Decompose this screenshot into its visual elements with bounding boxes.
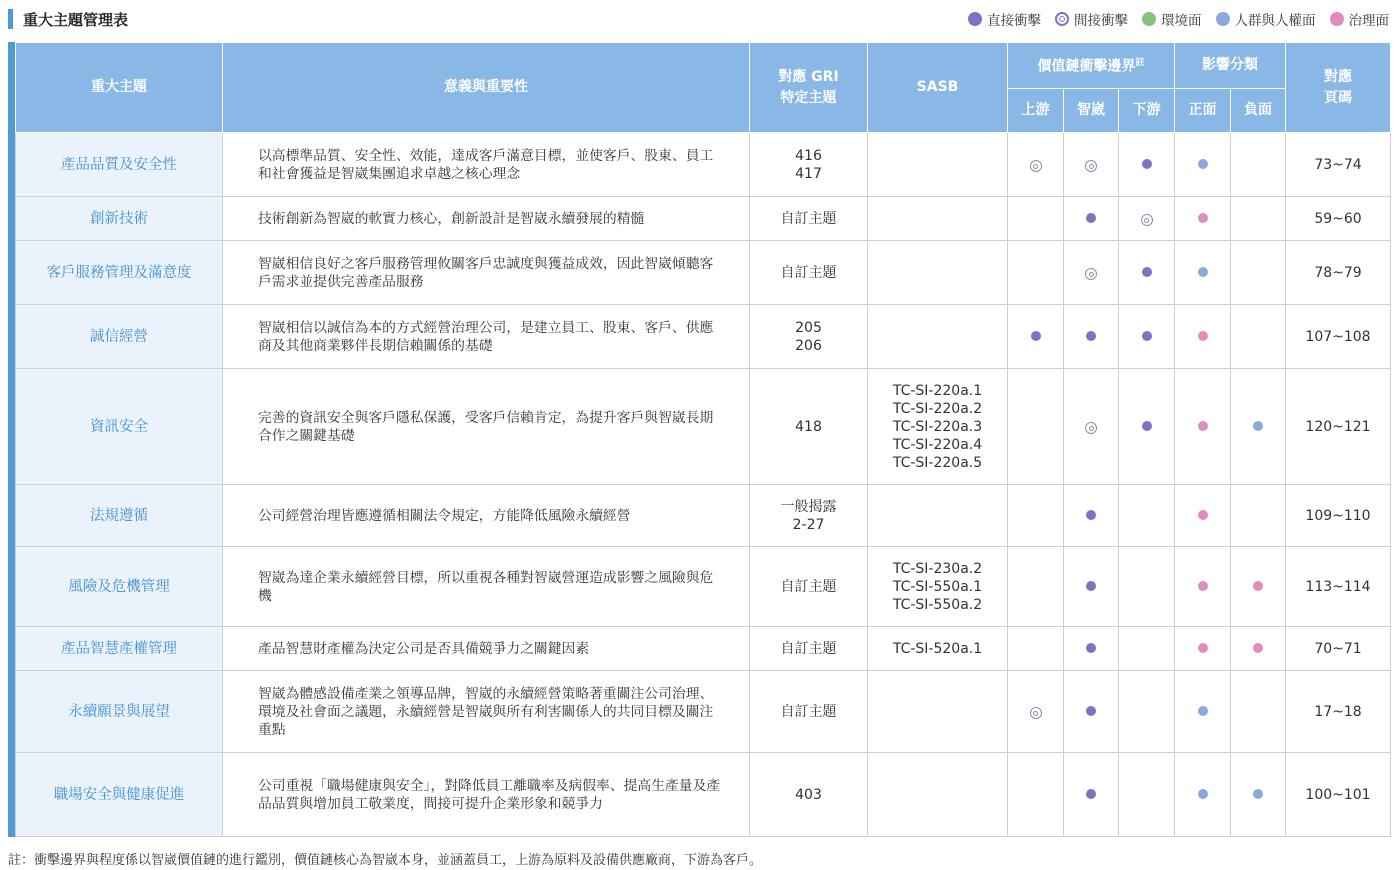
header-upstream: 上游 [1008, 89, 1064, 133]
topic-cell: 產品品質及安全性 [16, 133, 223, 197]
direct-impact-dot-icon [1086, 789, 1096, 799]
table-row [16, 485, 1391, 547]
positive-impact-cell [1175, 547, 1231, 627]
company-cell [1064, 753, 1119, 837]
table-row [16, 133, 1391, 197]
legend-item [1055, 9, 1128, 29]
positive-impact-cell [1175, 485, 1231, 547]
table-row [16, 627, 1391, 671]
governance-dot-icon [1198, 421, 1208, 431]
header-gri: 對應 GRI 特定主題 [750, 43, 868, 133]
topic-cell: 客戶服務管理及滿意度 [16, 241, 223, 305]
upstream-cell [1008, 133, 1064, 197]
page-cell: 59~60 [1286, 197, 1391, 241]
downstream-cell [1119, 241, 1175, 305]
gri-cell: 自訂主題 [750, 547, 868, 627]
company-cell [1064, 369, 1119, 485]
legend-item [968, 9, 1041, 29]
sasb-cell [868, 197, 1008, 241]
page-title: 重大主題管理表 [23, 10, 129, 29]
significance-cell: 智崴相信以誠信為本的方式經營治理公司，是建立員工、股東、客戶、供應商及其他商業夥伴長期信賴關係的基礎 [223, 305, 750, 369]
upstream-cell [1008, 485, 1064, 547]
header-boundary [1008, 43, 1175, 89]
downstream-cell [1119, 671, 1175, 753]
topic-cell: 職場安全與健康促進 [16, 753, 223, 837]
material-topics-table-wrapper [8, 42, 1390, 837]
legend-item [1330, 9, 1390, 29]
positive-impact-cell [1175, 197, 1231, 241]
legend-label: 人群與人權面 [1234, 13, 1316, 29]
page-cell: 107~108 [1286, 305, 1391, 369]
header-negative: 負面 [1231, 89, 1286, 133]
title-accent-bar [8, 9, 13, 29]
gri-cell: 418 [750, 369, 868, 485]
topic-cell: 法規遵循 [16, 485, 223, 547]
gri-cell: 205 206 [750, 305, 868, 369]
header-page: 對應 頁碼 [1286, 43, 1391, 133]
significance-cell: 完善的資訊安全與客戶隱私保護，受客戶信賴肯定，為提升客戶與智崴長期合作之關鍵基礎 [223, 369, 750, 485]
page-cell: 113~114 [1286, 547, 1391, 627]
negative-impact-cell [1231, 547, 1286, 627]
header-company: 智崴 [1064, 89, 1119, 133]
topic-cell: 資訊安全 [16, 369, 223, 485]
downstream-cell [1119, 485, 1175, 547]
legend-item [1216, 9, 1316, 29]
header-positive: 正面 [1175, 89, 1231, 133]
page-cell: 70~71 [1286, 627, 1391, 671]
legend-dot-icon [1216, 12, 1230, 26]
significance-cell: 以高標準品質、安全性、效能，達成客戶滿意目標，並使客戶、股東、員工和社會獲益是智崴集團追求卓越之核心理念 [223, 133, 750, 197]
people-rights-dot-icon [1198, 159, 1208, 169]
legend-dot-icon [1142, 12, 1156, 26]
governance-dot-icon [1198, 213, 1208, 223]
legend-label: 間接衝擊 [1074, 13, 1128, 29]
topic-cell: 風險及危機管理 [16, 547, 223, 627]
title-bar [8, 8, 128, 30]
people-rights-dot-icon [1253, 789, 1263, 799]
gri-cell: 自訂主題 [750, 627, 868, 671]
people-rights-dot-icon [1253, 421, 1263, 431]
sasb-cell [868, 671, 1008, 753]
gri-cell: 403 [750, 753, 868, 837]
topic-cell: 創新技術 [16, 197, 223, 241]
table-row [16, 671, 1391, 753]
upstream-cell [1008, 241, 1064, 305]
downstream-cell [1119, 305, 1175, 369]
company-cell [1064, 305, 1119, 369]
upstream-cell [1008, 305, 1064, 369]
footnote: 註：衝擊邊界與程度係以智崴價值鏈的進行鑑別，價值鏈核心為智崴本身，並涵蓋員工，上游為原料及設備供應廠商，下游為客戶。 [8, 853, 763, 868]
header-significance: 意義與重要性 [223, 43, 750, 133]
positive-impact-cell [1175, 305, 1231, 369]
negative-impact-cell [1231, 369, 1286, 485]
indirect-impact-ring-icon [1085, 268, 1097, 280]
company-cell [1064, 485, 1119, 547]
significance-cell: 智崴為體感設備產業之領導品牌，智崴的永續經營策略著重關注公司治理、環境及社會面之議題，永續經營是智崴與所有利害關係人的共同目標及關注重點 [223, 671, 750, 753]
sasb-cell [868, 133, 1008, 197]
table-row [16, 753, 1391, 837]
legend-dot-icon [968, 12, 982, 26]
significance-cell: 智崴相信良好之客戶服務管理攸關客戶忠誠度與獲益成效，因此智崴傾聽客戶需求並提供完善產品服務 [223, 241, 750, 305]
people-rights-dot-icon [1198, 789, 1208, 799]
significance-cell: 產品智慧財產權為決定公司是否具備競爭力之關鍵因素 [223, 627, 750, 671]
downstream-cell [1119, 197, 1175, 241]
material-topics-table [15, 42, 1391, 837]
positive-impact-cell [1175, 671, 1231, 753]
negative-impact-cell [1231, 133, 1286, 197]
downstream-cell [1119, 753, 1175, 837]
table-row [16, 547, 1391, 627]
header-topic: 重大主題 [16, 43, 223, 133]
sasb-cell [868, 241, 1008, 305]
direct-impact-dot-icon [1031, 331, 1041, 341]
upstream-cell [1008, 369, 1064, 485]
direct-impact-dot-icon [1086, 213, 1096, 223]
negative-impact-cell [1231, 671, 1286, 753]
company-cell [1064, 627, 1119, 671]
legend-label: 治理面 [1348, 13, 1389, 29]
significance-cell: 公司經營治理皆應遵循相關法令規定，方能降低風險永續經營 [223, 485, 750, 547]
legend [968, 8, 1389, 30]
governance-dot-icon [1253, 581, 1263, 591]
direct-impact-dot-icon [1086, 331, 1096, 341]
negative-impact-cell [1231, 241, 1286, 305]
gri-cell: 自訂主題 [750, 241, 868, 305]
table-body [16, 133, 1391, 837]
company-cell [1064, 241, 1119, 305]
table-row [16, 241, 1391, 305]
company-cell [1064, 547, 1119, 627]
table-row [16, 197, 1391, 241]
page-cell: 120~121 [1286, 369, 1391, 485]
page-cell: 78~79 [1286, 241, 1391, 305]
direct-impact-dot-icon [1086, 643, 1096, 653]
governance-dot-icon [1253, 643, 1263, 653]
indirect-impact-ring-icon [1030, 160, 1042, 172]
header-impact: 影響分類 [1175, 43, 1286, 89]
upstream-cell [1008, 753, 1064, 837]
people-rights-dot-icon [1198, 706, 1208, 716]
governance-dot-icon [1198, 331, 1208, 341]
header-sasb: SASB [868, 43, 1008, 133]
company-cell [1064, 133, 1119, 197]
gri-cell: 自訂主題 [750, 197, 868, 241]
positive-impact-cell [1175, 753, 1231, 837]
positive-impact-cell [1175, 133, 1231, 197]
negative-impact-cell [1231, 197, 1286, 241]
significance-cell: 技術創新為智崴的軟實力核心，創新設計是智崴永續發展的精髓 [223, 197, 750, 241]
negative-impact-cell [1231, 485, 1286, 547]
direct-impact-dot-icon [1142, 331, 1152, 341]
legend-label: 直接衝擊 [987, 13, 1041, 29]
indirect-impact-ring-icon [1085, 422, 1097, 434]
downstream-cell [1119, 133, 1175, 197]
sasb-cell: TC-SI-520a.1 [868, 627, 1008, 671]
page-cell: 73~74 [1286, 133, 1391, 197]
page-cell: 100~101 [1286, 753, 1391, 837]
topic-cell: 永續願景與展望 [16, 671, 223, 753]
header-downstream: 下游 [1119, 89, 1175, 133]
downstream-cell [1119, 547, 1175, 627]
negative-impact-cell [1231, 753, 1286, 837]
sasb-cell [868, 485, 1008, 547]
table-row [16, 305, 1391, 369]
sasb-cell [868, 305, 1008, 369]
sasb-cell: TC-SI-230a.2 TC-SI-550a.1 TC-SI-550a.2 [868, 547, 1008, 627]
page-cell: 17~18 [1286, 671, 1391, 753]
negative-impact-cell [1231, 627, 1286, 671]
topic-cell: 誠信經營 [16, 305, 223, 369]
direct-impact-dot-icon [1086, 510, 1096, 520]
upstream-cell [1008, 547, 1064, 627]
gri-cell: 416 417 [750, 133, 868, 197]
gri-cell: 自訂主題 [750, 671, 868, 753]
direct-impact-dot-icon [1142, 421, 1152, 431]
header-boundary-note: 註 [1135, 58, 1145, 69]
legend-label: 環境面 [1161, 13, 1202, 29]
indirect-impact-ring-icon [1141, 214, 1153, 226]
direct-impact-dot-icon [1086, 706, 1096, 716]
gri-cell: 一般揭露 2-27 [750, 485, 868, 547]
upstream-cell [1008, 671, 1064, 753]
positive-impact-cell [1175, 369, 1231, 485]
sasb-cell [868, 753, 1008, 837]
page-cell: 109~110 [1286, 485, 1391, 547]
governance-dot-icon [1198, 581, 1208, 591]
legend-item [1142, 9, 1202, 29]
significance-cell: 智崴為達企業永續經營目標，所以重視各種對智崴營運造成影響之風險與危機 [223, 547, 750, 627]
governance-dot-icon [1198, 510, 1208, 520]
company-cell [1064, 671, 1119, 753]
people-rights-dot-icon [1198, 267, 1208, 277]
upstream-cell [1008, 197, 1064, 241]
sasb-cell: TC-SI-220a.1 TC-SI-220a.2 TC-SI-220a.3 TC-SI-220a.4 TC-SI-220a.5 [868, 369, 1008, 485]
direct-impact-dot-icon [1086, 581, 1096, 591]
legend-dot-icon [1330, 12, 1344, 26]
table-row [16, 369, 1391, 485]
upstream-cell [1008, 627, 1064, 671]
company-cell [1064, 197, 1119, 241]
downstream-cell [1119, 369, 1175, 485]
downstream-cell [1119, 627, 1175, 671]
negative-impact-cell [1231, 305, 1286, 369]
topic-cell: 產品智慧產權管理 [16, 627, 223, 671]
positive-impact-cell [1175, 241, 1231, 305]
indirect-impact-ring-icon [1085, 160, 1097, 172]
header-boundary-label: 價值鏈衝擊邊界 [1037, 58, 1136, 75]
governance-dot-icon [1198, 643, 1208, 653]
direct-impact-dot-icon [1142, 159, 1152, 169]
positive-impact-cell [1175, 627, 1231, 671]
indirect-impact-ring-icon [1030, 707, 1042, 719]
indirect-impact-ring-icon [1055, 12, 1069, 26]
direct-impact-dot-icon [1142, 267, 1152, 277]
significance-cell: 公司重視「職場健康與安全」，對降低員工離職率及病假率、提高生產量及產品品質與增加員工敬業度，間接可提升企業形象和競爭力 [223, 753, 750, 837]
